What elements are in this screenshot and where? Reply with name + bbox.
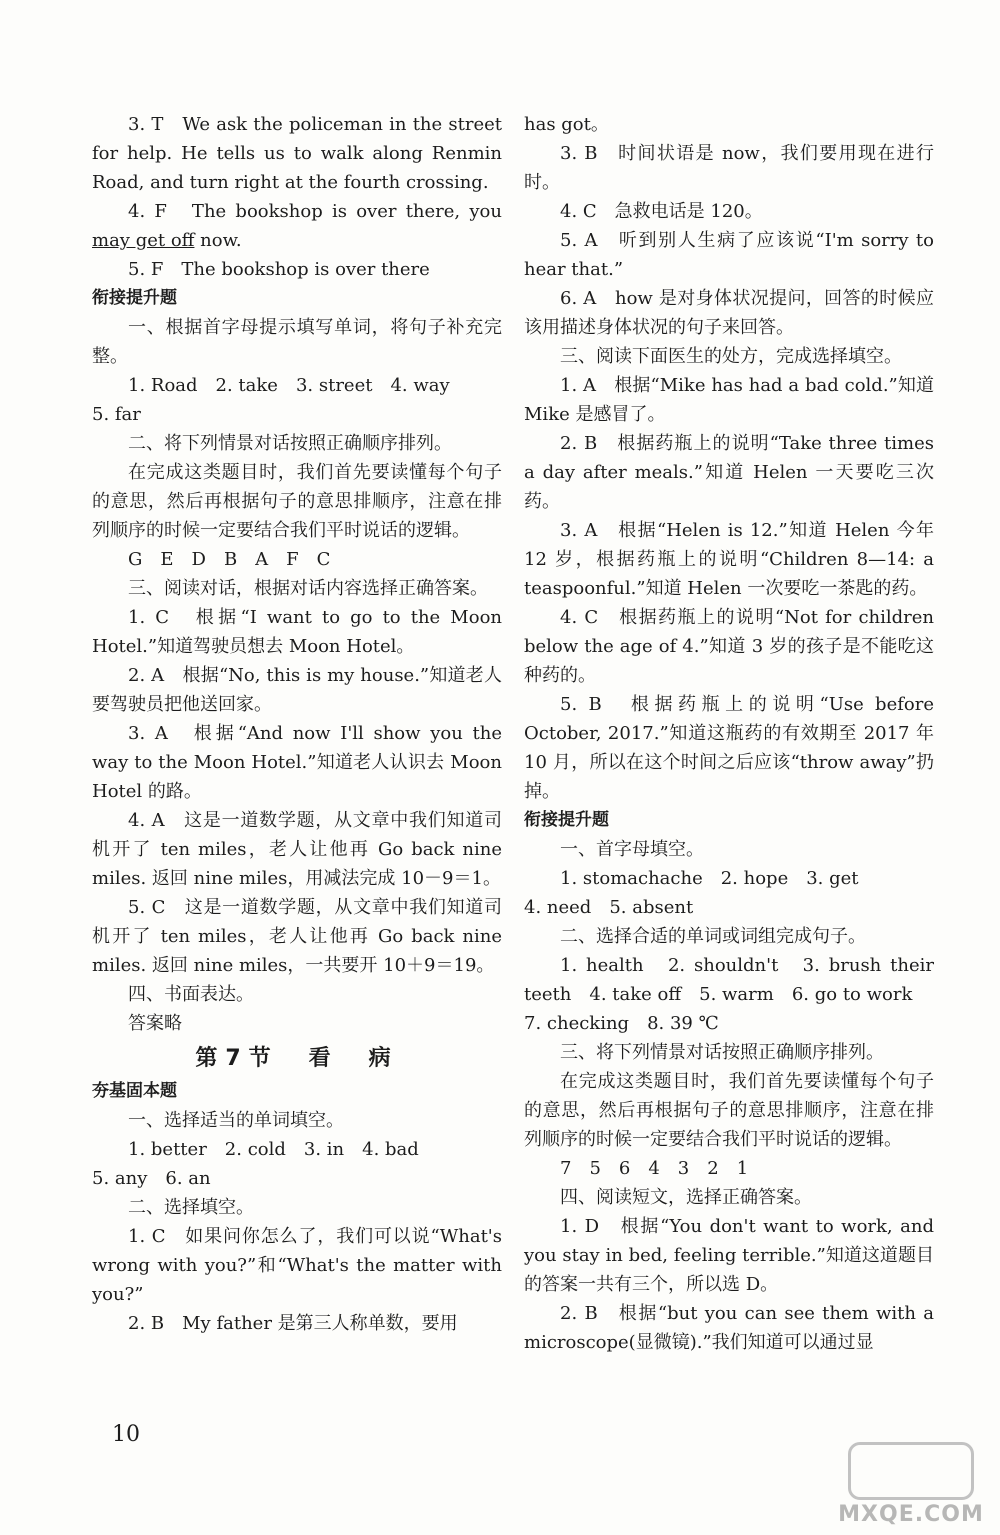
paragraph-text: 二、选择填空。: [128, 1197, 254, 1218]
paragraph-text: 1. C 根据“I want to go to the Moon Hotel.”知道驾驶员想去 Moon Hotel。: [92, 607, 502, 657]
paragraph-text: 7 5 6 4 3 2 1: [560, 1158, 749, 1179]
paragraph-text: 5. far: [92, 404, 141, 425]
paragraph-text: 1. C 如果问你怎么了，我们可以说“What's wrong with you?”和“What's the matter with you?”: [92, 1226, 502, 1305]
paragraph-text: 5. any 6. an: [92, 1168, 211, 1189]
paragraph-text: 1. stomachache 2. hope 3. get: [560, 868, 859, 889]
paragraph-text: 3. A 根据“Helen is 12.”知道 Helen 今年 12 岁，根据药瓶上的说明“Children 8—14: a teaspoonful.”知道 Helen 一次要吃一茶匙的药。: [524, 520, 934, 599]
paragraph-text: 6. A how 是对身体状况提问，回答的时候应该用描述身体状况的句子来回答。: [524, 288, 934, 338]
answer-paragraph: [92, 1009, 502, 1038]
paragraph-text: 5. A 听到别人生病了应该说“I'm sorry to hear that.”: [524, 230, 934, 280]
answer-paragraph: [524, 342, 934, 371]
answer-paragraph: [524, 284, 934, 342]
paragraph-text: 一、选择适当的单词填空。: [128, 1110, 344, 1131]
answer-paragraph: [524, 1183, 934, 1212]
paragraph-text: 衔接提升题: [92, 288, 177, 308]
paragraph-text: 4. C 根据药瓶上的说明“Not for children below the age of 4.”知道 3 岁的孩子是不能吃这种药的。: [524, 607, 934, 686]
paragraph-text: 衔接提升题: [524, 810, 609, 830]
paragraph-text: 在完成这类题目时，我们首先要读懂每个句子的意思，然后再根据句子的意思排顺序，注意在排列顺序的时候一定要结合我们平时说话的逻辑。: [92, 462, 502, 541]
paragraph-text: 5. F The bookshop is over there: [128, 259, 430, 280]
answer-paragraph: [92, 1106, 502, 1135]
paragraph-text: 答案略: [128, 1013, 182, 1034]
paragraph-text: 夯基固本题: [92, 1081, 177, 1101]
answer-paragraph: [524, 864, 934, 893]
answer-paragraph: [524, 893, 934, 922]
answer-paragraph: [92, 429, 502, 458]
paragraph-text: 4. need 5. absent: [524, 897, 694, 918]
answer-paragraph: [92, 574, 502, 603]
answer-paragraph: [524, 110, 934, 139]
answer-paragraph: [524, 429, 934, 516]
page-number: 10: [112, 1422, 140, 1447]
paragraph-text: 5. B 根据药瓶上的说明“Use before October, 2017.”知道这瓶药的有效期至 2017 年 10 月，所以在这个时间之后应该“throw away”扔掉。: [524, 694, 934, 802]
answer-paragraph: [92, 197, 502, 255]
paragraph-text: 7. checking 8. 39 ℃: [524, 1013, 719, 1034]
paragraph-text: 2. B 根据药瓶上的说明“Take three times a day after meals.”知道 Helen 一天要吃三次药。: [524, 433, 934, 512]
answer-paragraph: [524, 922, 934, 951]
section-heading: [92, 284, 502, 313]
paragraph-text: 3. T We ask the policeman in the street for help. He tells us to walk along Renmin Road, and turn right at the fourth crossing.: [92, 114, 502, 193]
paragraph-text: 1. Road 2. take 3. street 4. way: [128, 375, 450, 396]
paragraph-text: 2. B 根据“but you can see them with a microscope(显微镜).”我们知道可以通过显: [524, 1303, 934, 1353]
paragraph-text: 3. A 根据“And now I'll show you the way to the Moon Hotel.”知道老人认识去 Moon Hotel 的路。: [92, 723, 502, 802]
answer-paragraph: [524, 371, 934, 429]
answer-paragraph: [524, 1299, 934, 1357]
paragraph-text: 4. A 这是一道数学题，从文章中我们知道司机开了 ten miles，老人让他再 Go back nine miles. 返回 nine miles，用减法完成 10－9＝1。: [92, 810, 502, 889]
answer-paragraph: [524, 139, 934, 197]
answer-paragraph: [92, 1309, 502, 1338]
paragraph-text: 1. health 2. shouldn't 3. brush their teeth 4. take off 5. warm 6. go to work: [524, 955, 934, 1005]
chapter-title: [92, 1044, 502, 1073]
answer-paragraph: [524, 835, 934, 864]
watermark-text: MXQE.COM: [838, 1501, 984, 1527]
answer-paragraph: [92, 255, 502, 284]
underlined-text: may get off: [92, 230, 195, 251]
paragraph-text: 1. A 根据“Mike has had a bad cold.”知道 Mike 是感冒了。: [524, 375, 934, 425]
paragraph-text: has got。: [524, 114, 609, 135]
paragraph-text: 第7节 看 病: [195, 1046, 399, 1071]
answer-paragraph: [524, 603, 934, 690]
answer-paragraph: [92, 1164, 502, 1193]
paragraph-text: 四、书面表达。: [128, 984, 254, 1005]
paragraph-text: 4. C 急救电话是 120。: [560, 201, 763, 222]
answer-paragraph: [92, 371, 502, 400]
paragraph-text: 三、阅读对话，根据对话内容选择正确答案。: [128, 578, 488, 599]
answer-paragraph: [524, 1154, 934, 1183]
paragraph-text: 3. B 时间状语是 now，我们要用现在进行时。: [524, 143, 934, 193]
answer-paragraph: [92, 719, 502, 806]
answer-paragraph: [524, 1067, 934, 1154]
answer-paragraph: [92, 313, 502, 371]
answer-paragraph: [92, 400, 502, 429]
answer-paragraph: [92, 806, 502, 893]
answer-paragraph: [92, 1135, 502, 1164]
answer-paragraph: [524, 516, 934, 603]
watermark: [836, 1441, 986, 1527]
paragraph-text: 二、选择合适的单词或词组完成句子。: [560, 926, 866, 947]
paragraph-text: 在完成这类题目时，我们首先要读懂每个句子的意思，然后再根据句子的意思排顺序，注意在排列顺序的时候一定要结合我们平时说话的逻辑。: [524, 1071, 934, 1150]
paragraph-text: 1. better 2. cold 3. in 4. bad: [128, 1139, 419, 1160]
paragraph-text: 四、阅读短文，选择正确答案。: [560, 1187, 812, 1208]
paragraph-text: 一、首字母填空。: [560, 839, 704, 860]
answer-paragraph: [92, 110, 502, 197]
answer-paragraph: [92, 545, 502, 574]
paragraph-text: 5. C 这是一道数学题，从文章中我们知道司机开了 ten miles，老人让他再 Go back nine miles. 返回 nine miles，一共要开 10＋9＝19。: [92, 897, 502, 976]
answer-paragraph: [92, 1222, 502, 1309]
paragraph-text: 二、将下列情景对话按照正确顺序排列。: [128, 433, 452, 454]
answer-paragraph: [524, 1038, 934, 1067]
answer-paragraph: [92, 893, 502, 980]
section-heading: [524, 806, 934, 835]
answer-paragraph: [524, 197, 934, 226]
paragraph-tail: now.: [194, 230, 242, 251]
answer-paragraph: [524, 1009, 934, 1038]
paragraph-text: G E D B A F C: [128, 549, 331, 570]
paragraph-text: 2. A 根据“No, this is my house.”知道老人要驾驶员把他送回家。: [92, 665, 502, 715]
paragraph-text: 4. F The bookshop is over there, you: [128, 201, 502, 222]
paragraph-text: 一、根据首字母提示填写单词，将句子补充完整。: [92, 317, 502, 367]
answer-paragraph: [524, 226, 934, 284]
answer-paragraph: [524, 690, 934, 806]
paragraph-text: 三、将下列情景对话按照正确顺序排列。: [560, 1042, 884, 1063]
paragraph-text: 三、阅读下面医生的处方，完成选择填空。: [560, 346, 902, 367]
paragraph-text: 2. B My father 是第三人称单数，要用: [128, 1313, 458, 1334]
watermark-logo-icon: [848, 1442, 974, 1500]
answer-paragraph: [92, 661, 502, 719]
right-column: [524, 110, 934, 1357]
answer-paragraph: [524, 951, 934, 1009]
paragraph-text: 1. D 根据“You don't want to work, and you stay in bed, feeling terrible.”知道这道题目的答案一共有三个，所以选 D。: [524, 1216, 934, 1295]
left-column: [92, 110, 502, 1338]
section-heading: [92, 1077, 502, 1106]
answer-paragraph: [92, 1193, 502, 1222]
answer-paragraph: [92, 458, 502, 545]
answer-paragraph: [92, 603, 502, 661]
answer-paragraph: [524, 1212, 934, 1299]
answer-paragraph: [92, 980, 502, 1009]
